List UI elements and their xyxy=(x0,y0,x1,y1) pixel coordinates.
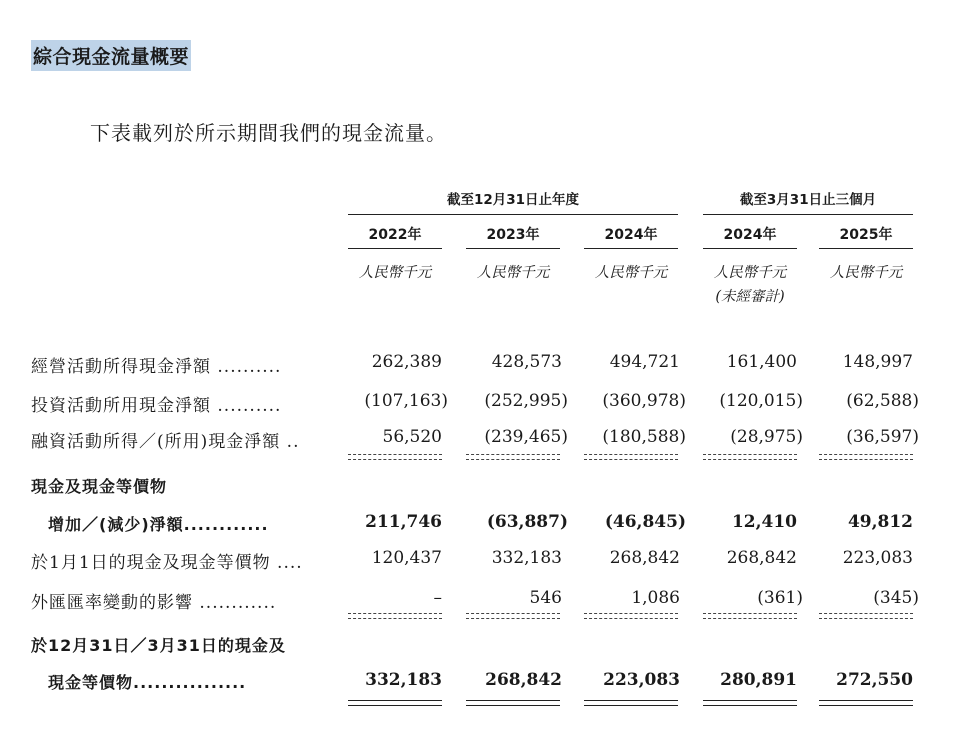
group-header-three-month: 截至3月31日止三個月 xyxy=(703,188,913,215)
table-cell: 268,842 xyxy=(726,548,797,568)
table-cell: (360,978) xyxy=(602,391,686,411)
unit-label-4 xyxy=(703,261,797,309)
table-cell: 120,437 xyxy=(371,548,442,568)
table-cell: 161,400 xyxy=(726,352,797,372)
intro-text: 下表載列於所示期間我們的現金流量。 xyxy=(90,121,447,145)
row-label: 現金等價物................ xyxy=(31,673,247,692)
unit-label-5: 人民幣千元 xyxy=(829,265,903,281)
table-cell: (361) xyxy=(757,588,803,608)
table-cell: 546 xyxy=(529,588,562,608)
table-cell: (62,588) xyxy=(846,391,919,411)
table-cell: (239,465) xyxy=(484,427,568,447)
table-cell: 148,997 xyxy=(842,352,913,372)
double-rule xyxy=(584,700,678,706)
dashed-rule xyxy=(348,613,442,619)
table-cell: (28,975) xyxy=(730,427,803,447)
unit-label-2: 人民幣千元 xyxy=(476,265,550,281)
table-cell: 272,550 xyxy=(836,670,913,690)
row-label: 增加／(減少)淨額............ xyxy=(31,515,269,534)
table-cell: 56,520 xyxy=(382,427,442,447)
unaudited-note: (未經審計) xyxy=(715,289,785,305)
year-header-3: 2024年 xyxy=(584,224,678,249)
table-cell: 428,573 xyxy=(491,352,562,372)
table-cell: 211,746 xyxy=(365,512,442,532)
table-cell: 332,183 xyxy=(491,548,562,568)
dashed-rule xyxy=(819,613,913,619)
table-cell: (63,887) xyxy=(486,512,568,532)
dashed-rule xyxy=(466,613,560,619)
year-header-1: 2022年 xyxy=(348,224,442,249)
table-cell: 223,083 xyxy=(842,548,913,568)
unit-label-1: 人民幣千元 xyxy=(358,265,432,281)
table-cell: (36,597) xyxy=(846,427,919,447)
table-cell: (345) xyxy=(873,588,919,608)
unit-label-3: 人民幣千元 xyxy=(594,265,668,281)
year-header-2: 2023年 xyxy=(466,224,560,249)
double-rule xyxy=(466,700,560,706)
double-rule xyxy=(348,700,442,706)
dashed-rule xyxy=(819,454,913,460)
table-cell: 268,842 xyxy=(609,548,680,568)
row-label: 外匯匯率變動的影響 ............ xyxy=(31,593,277,613)
table-cell: 49,812 xyxy=(847,512,913,532)
table-cell: 12,410 xyxy=(731,512,797,532)
year-header-5: 2025年 xyxy=(819,224,913,249)
table-cell: 332,183 xyxy=(365,670,442,690)
dashed-rule xyxy=(584,454,678,460)
table-cell: 268,842 xyxy=(485,670,562,690)
table-cell: (252,995) xyxy=(484,391,568,411)
table-cell: 494,721 xyxy=(609,352,680,372)
row-label: 投資活動所用現金淨額 .......... xyxy=(31,396,282,416)
row-label: 於1月1日的現金及現金等價物 .... xyxy=(31,553,303,573)
table-cell: (180,588) xyxy=(602,427,686,447)
table-cell: 1,086 xyxy=(631,588,680,608)
table-cell: (107,163) xyxy=(364,391,448,411)
double-rule xyxy=(703,700,797,706)
year-header-4: 2024年 xyxy=(703,224,797,249)
unit-text: 人民幣千元 xyxy=(713,265,787,281)
table-cell: 280,891 xyxy=(720,670,797,690)
table-cell: (46,845) xyxy=(604,512,686,532)
double-rule xyxy=(819,700,913,706)
table-cell: 223,083 xyxy=(603,670,680,690)
dashed-rule xyxy=(703,454,797,460)
dashed-rule xyxy=(703,613,797,619)
row-label: 融資活動所得／(所用)現金淨額 .. xyxy=(31,432,300,452)
row-label: 經營活動所得現金淨額 .......... xyxy=(31,357,282,377)
group-header-year-end: 截至12月31日止年度 xyxy=(348,188,678,215)
table-cell: – xyxy=(433,588,442,608)
dashed-rule xyxy=(584,613,678,619)
row-label: 於12月31日／3月31日的現金及 xyxy=(31,636,286,655)
dashed-rule xyxy=(466,454,560,460)
dashed-rule xyxy=(348,454,442,460)
table-cell: (120,015) xyxy=(719,391,803,411)
table-cell: 262,389 xyxy=(371,352,442,372)
section-heading: 綜合現金流量概要 xyxy=(31,40,191,71)
row-label: 現金及現金等價物 xyxy=(31,477,168,496)
